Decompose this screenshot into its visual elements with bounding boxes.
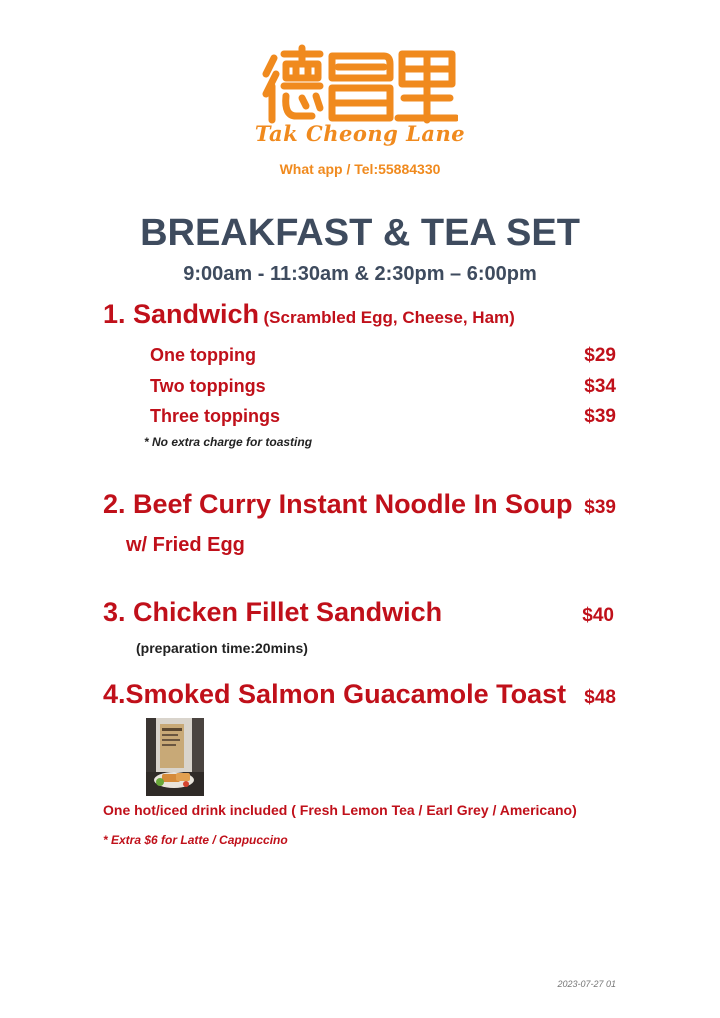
contact-phone: What app / Tel:55884330 <box>279 161 441 177</box>
food-photo <box>146 718 204 796</box>
option-label: Two toppings <box>150 376 266 396</box>
opening-hours: 9:00am - 11:30am & 2:30pm – 6:00pm <box>183 263 537 285</box>
menu-item-2-title: 2. Beef Curry Instant Noodle In Soup <box>103 489 573 519</box>
drink-included-note: One hot/iced drink included ( Fresh Lemon Tea / Earl Grey / Americano) <box>103 802 577 818</box>
extra-charge-note: * Extra $6 for Latte / Cappuccino <box>103 833 288 847</box>
option-price: $39 <box>584 406 616 427</box>
option-label: Three toppings <box>150 406 280 426</box>
brand-logo <box>262 44 458 124</box>
menu-item-4-price: $48 <box>584 687 616 708</box>
brand-script-name: Tak Cheong Lane <box>254 121 466 146</box>
menu-item-1-title: 1. Sandwich <box>103 299 260 329</box>
option-price: $34 <box>584 376 616 397</box>
option-price: $29 <box>584 345 616 366</box>
menu-item-4-title: 4.Smoked Salmon Guacamole Toast <box>103 679 567 709</box>
menu-title: BREAKFAST & TEA SET <box>140 212 580 254</box>
toasting-footnote: * No extra charge for toasting <box>144 435 313 449</box>
menu-item-1-note: (Scrambled Egg, Cheese, Ham) <box>263 308 515 327</box>
menu-item-1 <box>103 299 515 330</box>
option-label: One topping <box>150 345 256 365</box>
menu-item-3-title: 3. Chicken Fillet Sandwich <box>103 597 443 627</box>
menu-item-3-price: $40 <box>582 605 614 626</box>
menu-item-2-price: $39 <box>584 497 616 518</box>
date-stamp: 2023-07-27 01 <box>557 979 616 989</box>
menu-item-2-subtitle: w/ Fried Egg <box>126 534 245 556</box>
menu-item-3-prep-time: (preparation time:20mins) <box>136 640 308 656</box>
